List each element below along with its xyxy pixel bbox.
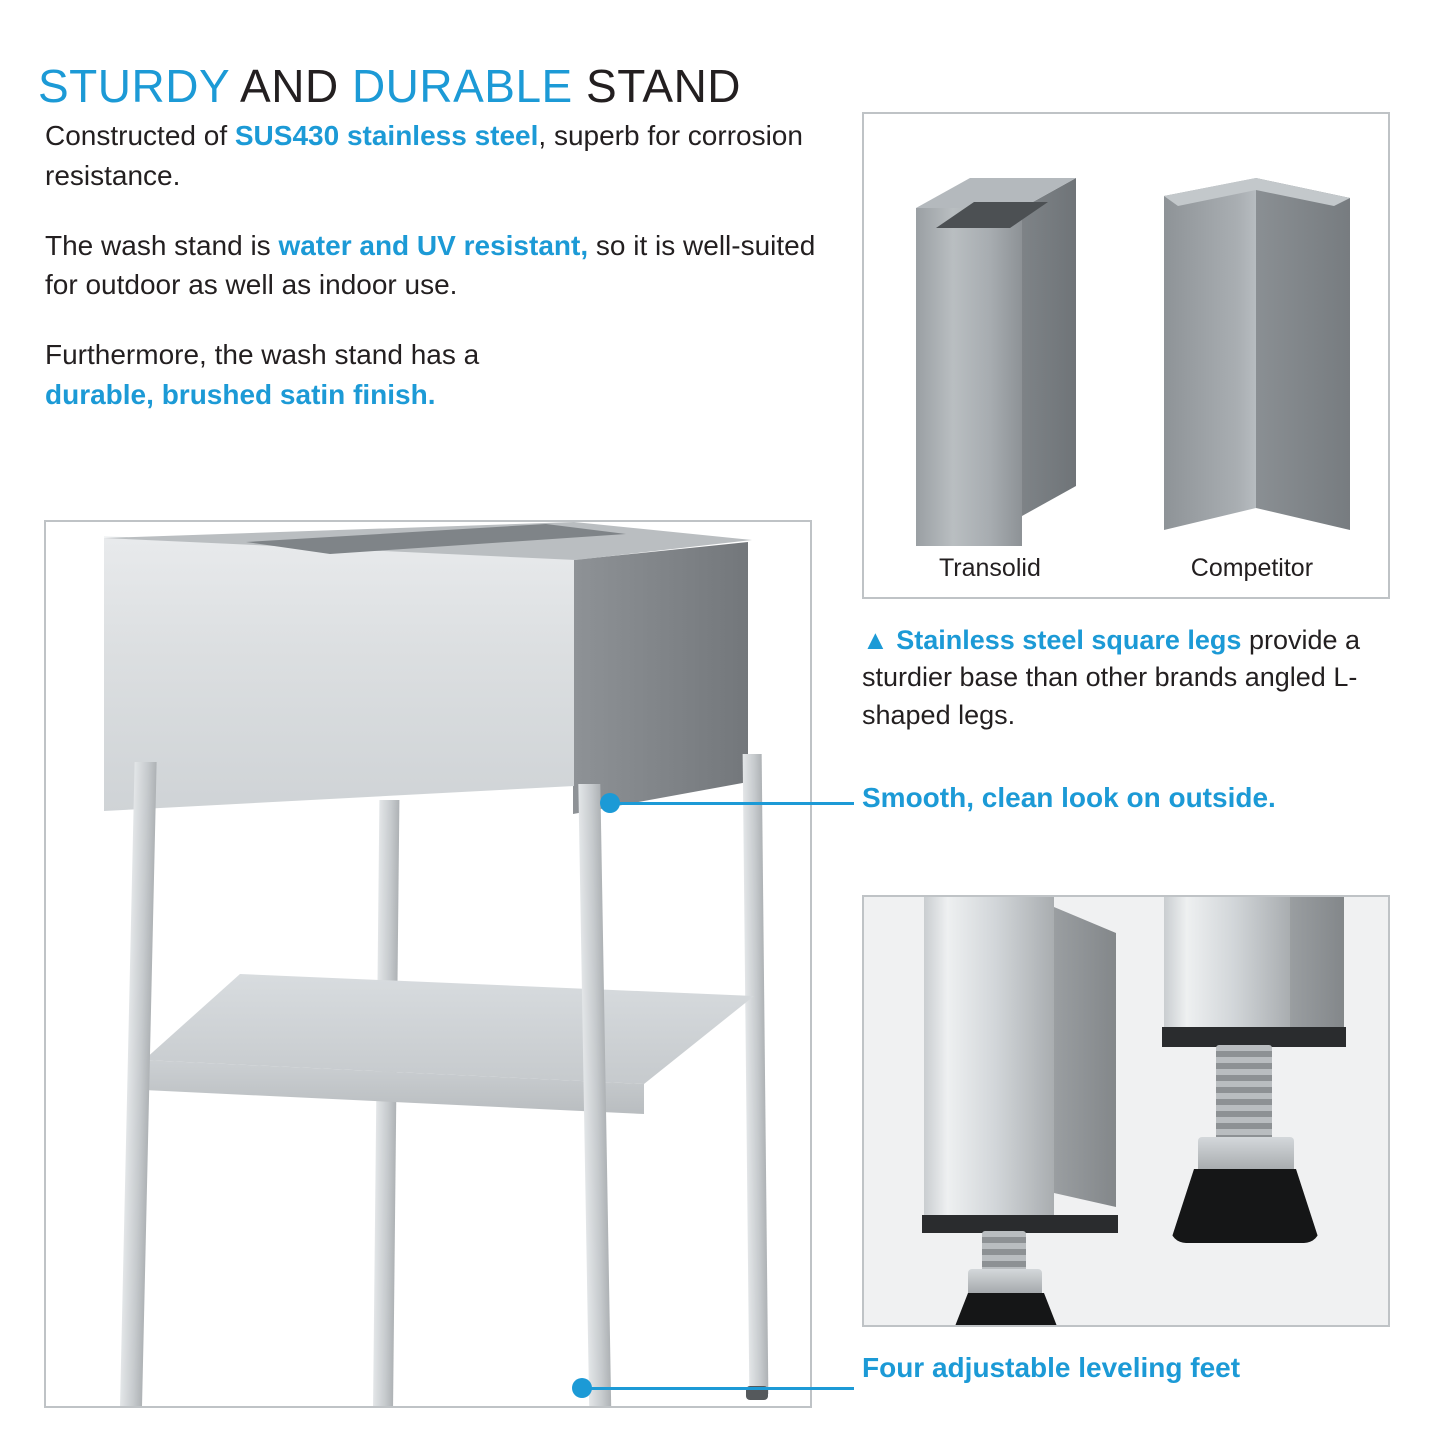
p3-highlight: durable, brushed satin finish. <box>45 378 436 410</box>
blurb-rest: provide a sturdier base than other brands angled L-shaped legs. <box>862 625 1361 730</box>
p2-highlight: water and UV resistant, <box>278 229 589 261</box>
feet-photo-leg-right-base <box>1162 1027 1346 1047</box>
blurb-heading: Stainless steel square legs <box>896 625 1242 655</box>
p1-text-c: , superb for corrosion resistance. <box>45 120 803 191</box>
stand-leg-rear-left <box>373 800 400 1408</box>
leg-comparison-panel <box>862 112 1390 599</box>
leg-comparison-captions <box>864 554 1388 583</box>
title-part-stand: STAND <box>572 59 742 112</box>
callout-line-smooth <box>618 802 854 805</box>
wash-stand-illustration <box>46 522 810 1406</box>
rubber-foot-right <box>1170 1169 1320 1243</box>
paragraph-finish <box>45 335 825 415</box>
caption-competitor: Competitor <box>1190 554 1314 582</box>
callout-dot-feet <box>572 1378 592 1398</box>
callout-smooth-label: Smooth, clean look on outside. <box>862 782 1276 813</box>
p2-text-c: so it is well-suited for outdoor as well as indoor use. <box>45 229 816 301</box>
l-angle-illustration <box>1164 156 1350 546</box>
feet-photo-leg-left <box>924 897 1054 1215</box>
square-tube-illustration <box>916 156 1076 546</box>
paragraph-material <box>45 116 825 196</box>
feet-photo-leg-right-side <box>1290 897 1344 1029</box>
title-part-and: AND <box>229 59 352 112</box>
paragraph-resistance <box>45 226 825 306</box>
stand-leg-rear-right <box>743 754 769 1394</box>
triangle-up-icon: ▲ <box>862 625 889 655</box>
p2-text-a: The wash stand is <box>45 229 279 261</box>
caption-transolid: Transolid <box>938 554 1041 582</box>
page-title <box>38 59 741 113</box>
callout-line-feet <box>590 1387 854 1390</box>
tube-side-face <box>1022 178 1076 516</box>
product-photo-panel <box>44 520 812 1408</box>
title-part-sturdy: STURDY <box>38 59 230 112</box>
angle-left-face <box>1164 178 1256 530</box>
angle-right-face <box>1256 178 1350 530</box>
title-part-durable: DURABLE <box>351 59 573 112</box>
p1-text-a: Constructed of <box>45 120 235 151</box>
p1-highlight: SUS430 stainless steel <box>234 120 539 151</box>
callout-feet-label: Four adjustable leveling feet <box>862 1352 1241 1383</box>
rubber-foot-left <box>950 1293 1062 1327</box>
hex-nut-left <box>968 1269 1042 1297</box>
feet-photo-leg-right <box>1164 897 1290 1029</box>
tube-front-face <box>916 208 1022 546</box>
callout-dot-smooth <box>600 793 620 813</box>
threaded-bolt-right <box>1216 1045 1272 1149</box>
feet-photo-leg-left-side <box>1054 907 1116 1207</box>
body-copy <box>45 116 825 445</box>
cabinet-front-panel <box>104 536 574 813</box>
p3-text-a: Furthermore, the wash stand has a <box>45 339 480 370</box>
square-legs-blurb <box>862 622 1392 734</box>
leveling-feet-photo-panel <box>862 895 1390 1327</box>
